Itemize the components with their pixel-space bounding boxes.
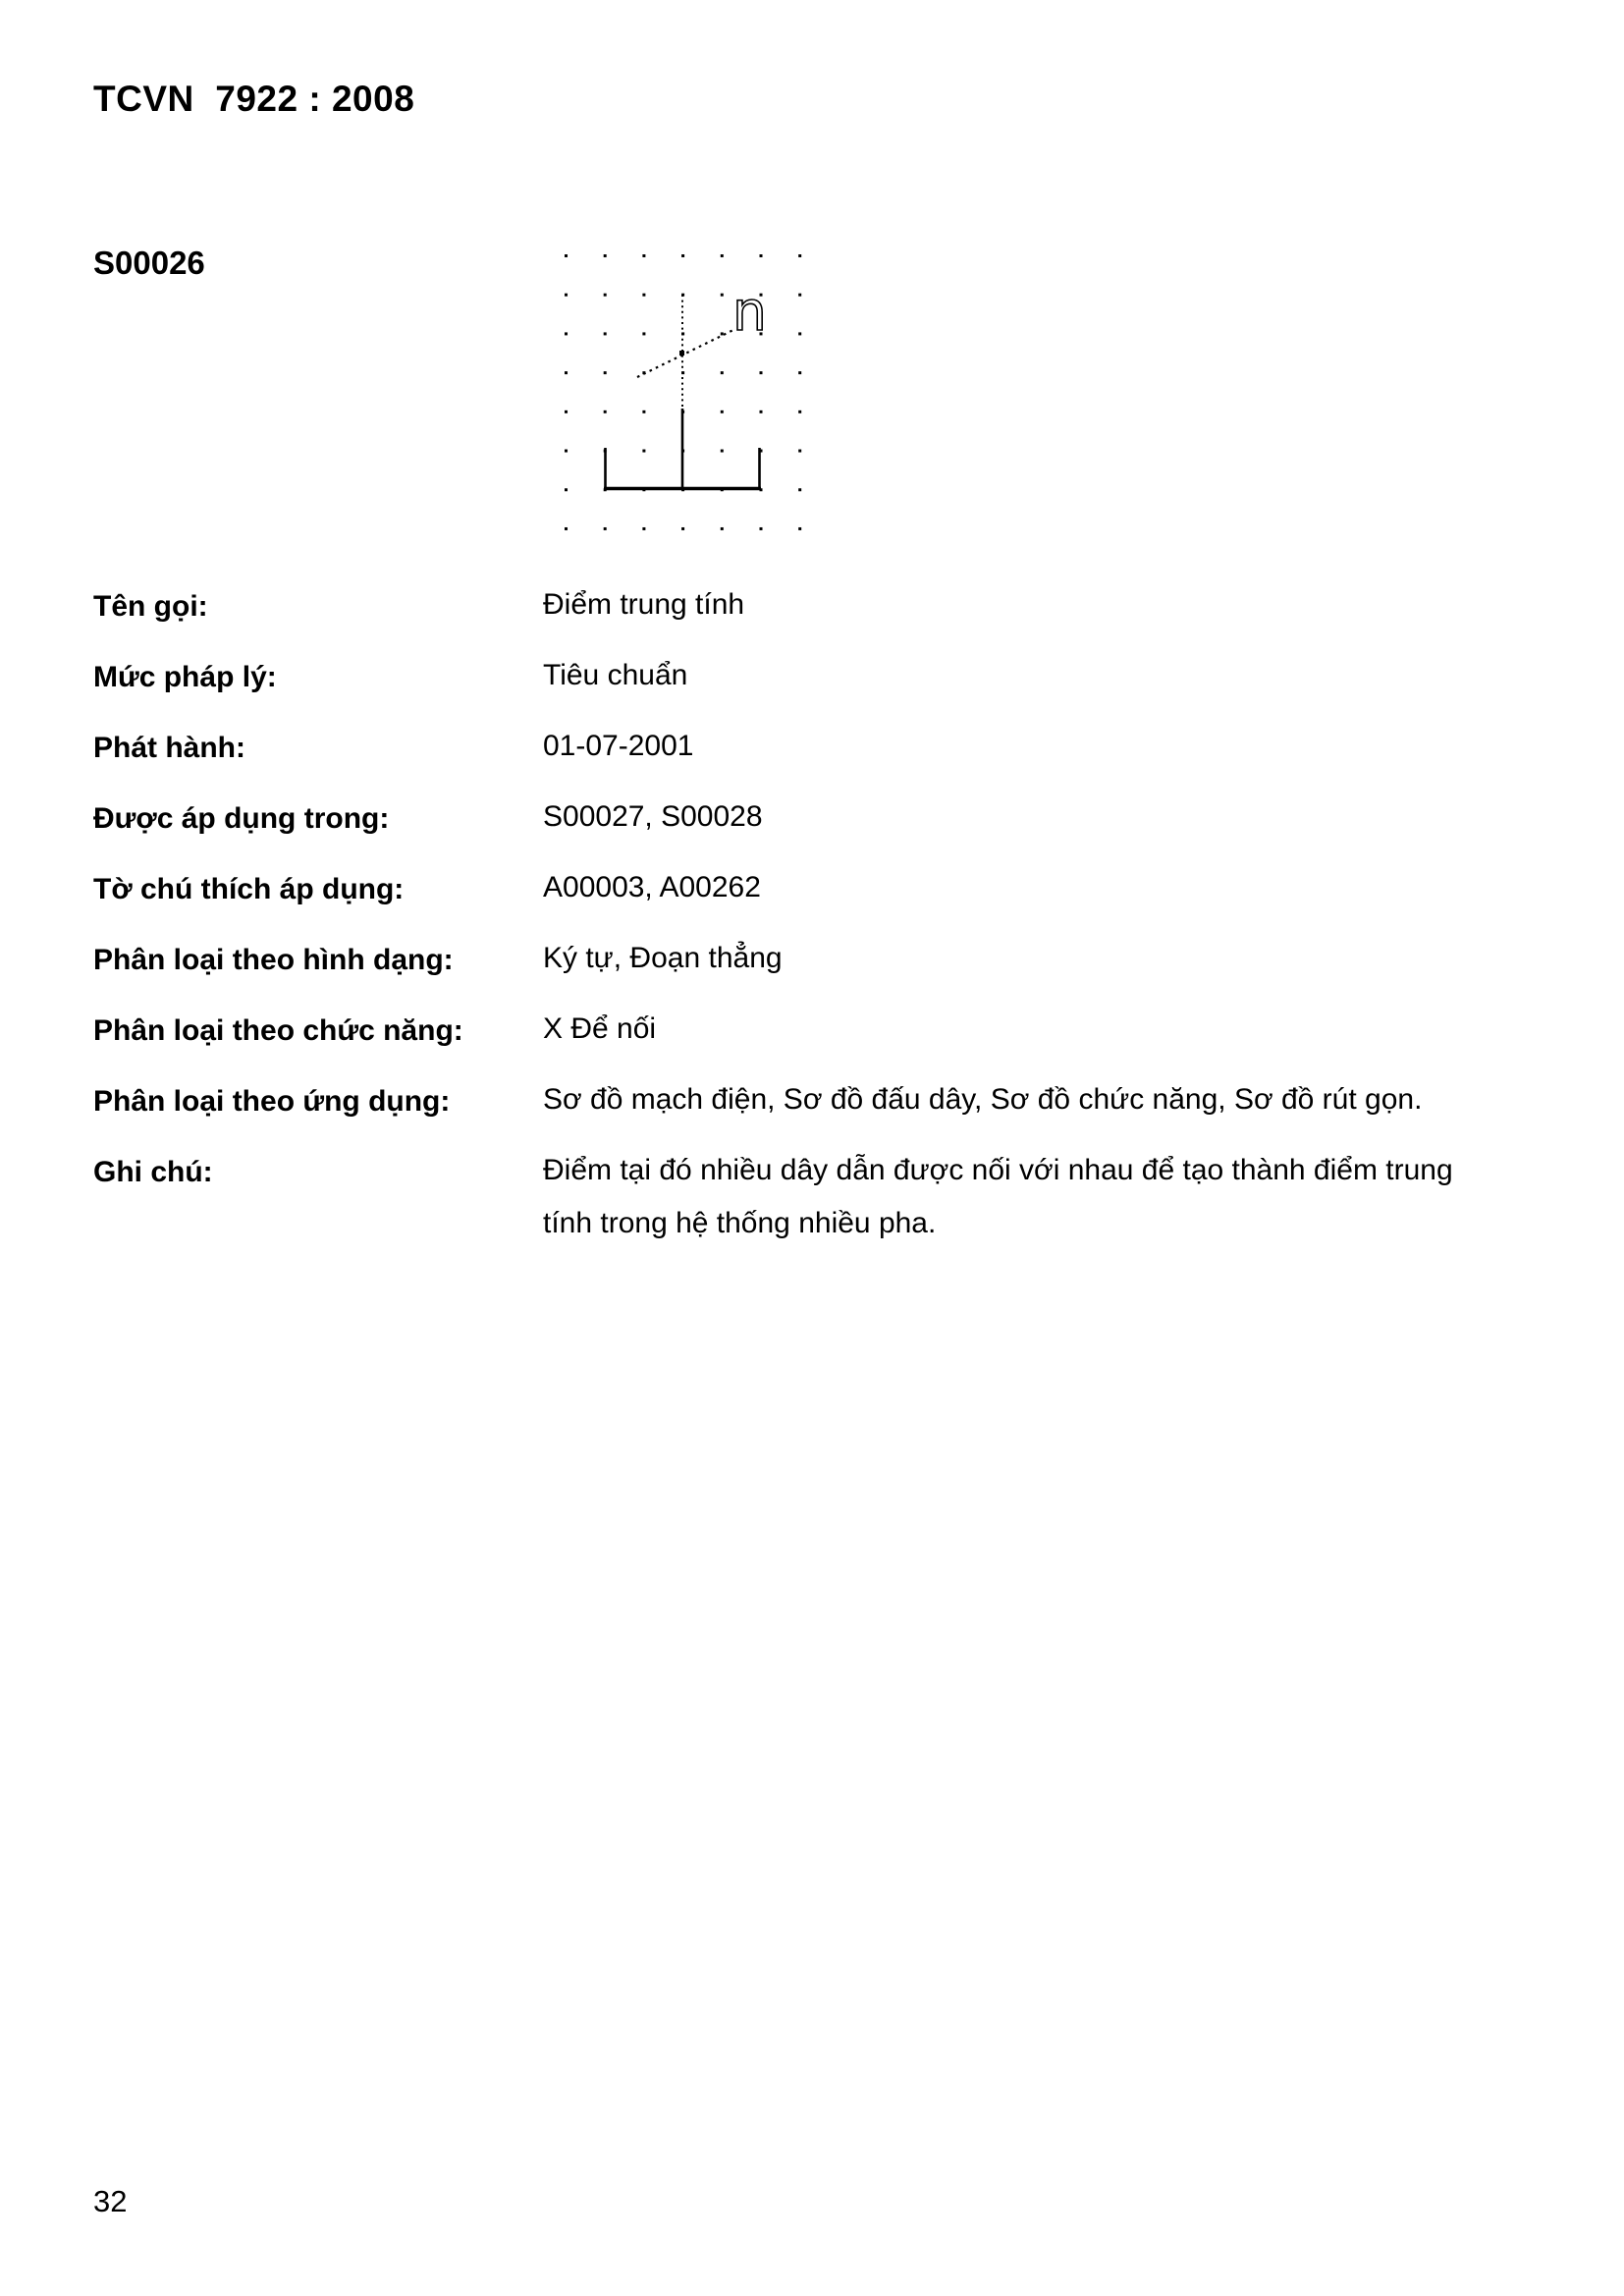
intersection-dot <box>679 351 684 355</box>
field-label: Phân loại theo chức năng: <box>93 1014 463 1047</box>
neutral-point-symbol-diagram <box>520 221 835 555</box>
field-label: Phân loại theo hình dạng: <box>93 944 454 976</box>
field-label: Phát hành: <box>93 732 245 764</box>
field-value: Ký tự, Đoạn thẳng <box>543 942 783 974</box>
field-label: Ghi chú: <box>93 1156 213 1188</box>
field-label: Phân loại theo ứng dụng: <box>93 1085 451 1118</box>
field-value: Điểm trung tính <box>543 588 745 621</box>
field-label: Được áp dụng trong: <box>93 802 390 835</box>
field-value: Điểm tại đó nhiều dây dẫn được nối với nhau để tạo thành điểm trung tính trong hệ thống nhiều pha. <box>543 1154 1453 1239</box>
field-value: S00027, S00028 <box>543 800 763 833</box>
field-value: 01-07-2001 <box>543 730 694 762</box>
field-value: A00003, A00262 <box>543 871 761 903</box>
page-number: 32 <box>93 2184 128 2218</box>
symbol-id: S00026 <box>93 245 205 281</box>
document-title: TCVN 7922 : 2008 <box>93 79 415 119</box>
field-value: X Để nối <box>543 1012 657 1045</box>
field-label: Mức pháp lý: <box>93 661 277 693</box>
field-value: Sơ đồ mạch điện, Sơ đồ đấu dây, Sơ đồ chức năng, Sơ đồ rút gọn. <box>543 1083 1423 1116</box>
field-label: Tờ chú thích áp dụng: <box>93 873 405 905</box>
n-label: n <box>732 280 767 343</box>
field-value: Tiêu chuẩn <box>543 659 688 691</box>
field-label: Tên gọi: <box>93 590 208 623</box>
